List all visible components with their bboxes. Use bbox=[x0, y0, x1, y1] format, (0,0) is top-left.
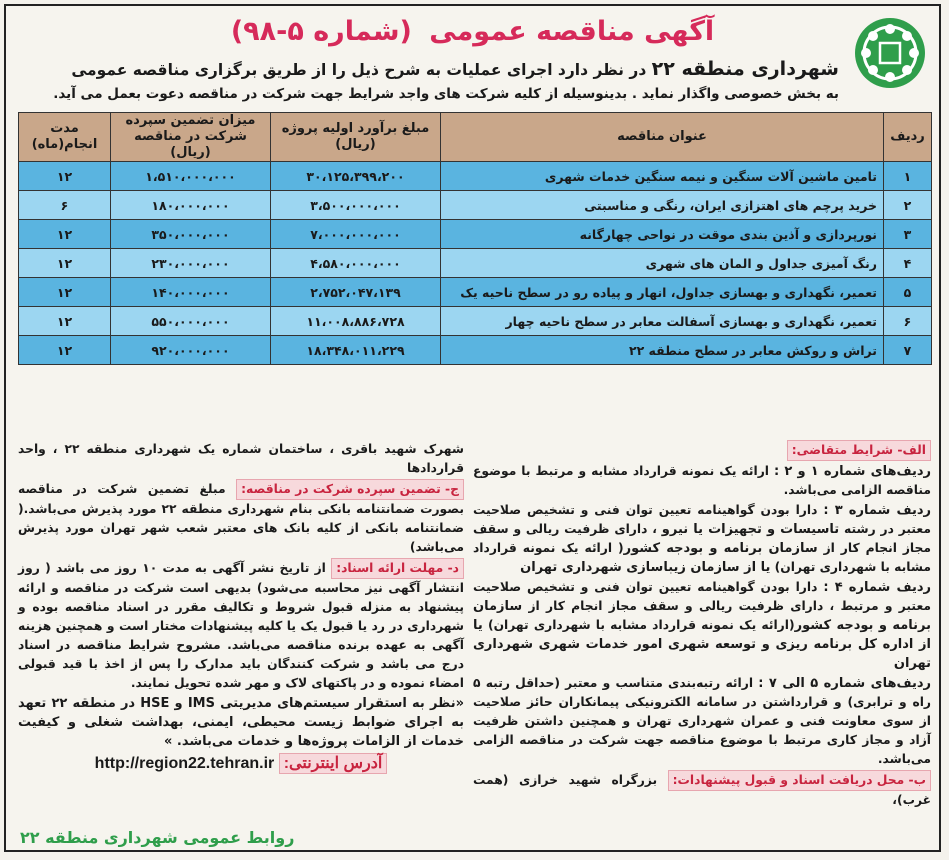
row-deposit: ۵۵۰،۰۰۰،۰۰۰ bbox=[111, 307, 271, 336]
row-estimate: ۳۰،۱۲۵،۳۹۹،۲۰۰ bbox=[271, 162, 441, 191]
section-b-text: بزرگراه شهید خرازی (همت غرب)، bbox=[473, 773, 931, 807]
table-row bbox=[19, 162, 932, 191]
row-title: رنگ آمیزی جداول و المان های شهری bbox=[441, 249, 884, 278]
row-index: ۴ bbox=[884, 249, 932, 278]
row-1-2-conditions bbox=[473, 462, 931, 500]
row-deposit: ۳۵۰،۰۰۰،۰۰۰ bbox=[111, 220, 271, 249]
r3-label: ردیف شماره ۳ : bbox=[823, 503, 932, 518]
r4-bold-2: یا از اداره کل برنامه ریزی و توسعه شهری امور خدمات شهری شهرداری تهران bbox=[473, 618, 931, 671]
right-column bbox=[473, 440, 931, 805]
r12-text: ارائه یک نمونه قرارداد مشابه و مرتبط با موضوع مناقصه الزامی می‌باشد. bbox=[473, 464, 931, 497]
intro-line-2: به بخش خصوصی واگذار نماید . بدینوسیله از کلیه شرکت های واجد شرایط جهت شرکت در مناقصه دعوت بعمل می آید. bbox=[53, 86, 839, 102]
row-index: ۵ bbox=[884, 278, 932, 307]
r4-text: دارا بودن گواهینامه تعیین توان فنی و تشخیص صلاحیت معتبر و مرتبط ، دارای ظرفیت ریالی و سقف مجاز انجام کار از bbox=[473, 580, 931, 613]
intro-main: شهرداری منطقه ۲۲ bbox=[651, 58, 839, 80]
notice-sheet bbox=[4, 4, 941, 852]
row-title: تعمیر، نگهداری و بهسازی آسفالت معابر در سطح ناحیه چهار bbox=[441, 307, 884, 336]
r57-label: ردیف‌های شماره ۵ الی ۷ : bbox=[758, 676, 931, 691]
row-title: تراش و روکش معابر در سطح منطقه ۲۲ bbox=[441, 336, 884, 365]
row-deposit: ۱،۵۱۰،۰۰۰،۰۰۰ bbox=[111, 162, 271, 191]
col-header-duration: مدت انجام(ماه) bbox=[19, 113, 111, 162]
table-row bbox=[19, 191, 932, 220]
row-title: تعمیر، نگهداری و بهسازی جداول، انهار و پیاده رو در سطح ناحیه یک bbox=[441, 278, 884, 307]
row-deposit: ۹۲۰،۰۰۰،۰۰۰ bbox=[111, 336, 271, 365]
row-deposit: ۱۸۰،۰۰۰،۰۰۰ bbox=[111, 191, 271, 220]
public-relations-footer: روابط عمومی شهرداری منطقه ۲۲ bbox=[20, 828, 295, 847]
intro-rest: در نظر دارد اجرای عملیات به شرح ذیل را از طریق برگزاری مناقصه عمومی bbox=[71, 61, 652, 79]
row-months: ۱۲ bbox=[19, 307, 111, 336]
website-line bbox=[18, 753, 464, 774]
row-months: ۱۲ bbox=[19, 249, 111, 278]
table-row bbox=[19, 307, 932, 336]
col-header-estimate: مبلغ برآورد اولیه پروژه (ریال) bbox=[271, 113, 441, 162]
col-header-deposit: میزان تضمین سپرده شرکت در مناقصه (ریال) bbox=[111, 113, 271, 162]
conditions-columns bbox=[18, 440, 931, 805]
row-index: ۳ bbox=[884, 220, 932, 249]
row-estimate: ۴،۵۸۰،۰۰۰،۰۰۰ bbox=[271, 249, 441, 278]
row-months: ۱۲ bbox=[19, 220, 111, 249]
r3-text-3: ( ارائه یک نمونه قرارداد مشابه با شهرداری تهران) bbox=[473, 541, 931, 574]
tenders-table bbox=[18, 112, 932, 365]
row-5-7-conditions bbox=[473, 674, 931, 769]
notice-number: (شماره ۵-۹۸) bbox=[230, 16, 412, 47]
section-c-heading: ج- تضمین سپرده شرکت در مناقصه: bbox=[236, 479, 464, 500]
row-months: ۱۲ bbox=[19, 278, 111, 307]
section-b bbox=[473, 770, 931, 810]
row-title: خرید پرچم های اهتزازی ایران، رنگی و مناسبتی bbox=[441, 191, 884, 220]
r4-bold-1: سازمان برنامه و بودجه کشور bbox=[473, 599, 931, 633]
col-header-index: ردیف bbox=[884, 113, 932, 162]
row-months: ۱۲ bbox=[19, 162, 111, 191]
table-row bbox=[19, 278, 932, 307]
address-continued: شهرک شهید باقری ، ساختمان شماره یک شهرداری منطقه ۲۲ ، واحد قراردادها bbox=[18, 442, 465, 475]
r3-text-2: ، دارای ظرفیت ریالی و سقف مجاز انجام کار از bbox=[473, 522, 932, 555]
section-c-text: مبلغ تضمین شرکت در مناقصه بصورت ضمانتنامه بانکی بنام شهرداری منطقه ۲۲ مورد پذیرش می‌باشد.( ضمانتنامه بانکی از کلیه بانک های معتبر شعب شهر تهران مورد پذیرش می‌باشد) bbox=[18, 482, 464, 554]
section-d bbox=[18, 558, 464, 693]
r3-text: دارا بودن گواهینامه تعیین توان فنی و تشخیص صلاحیت معتبر در رشته bbox=[473, 503, 931, 536]
row-index: ۷ bbox=[884, 336, 932, 365]
col-header-title: عنوان مناقصه bbox=[441, 113, 884, 162]
row-title: تامین ماشین آلات سنگین و نیمه سنگین خدمات شهری bbox=[441, 162, 884, 191]
row-index: ۱ bbox=[884, 162, 932, 191]
row-deposit: ۱۴۰،۰۰۰،۰۰۰ bbox=[111, 278, 271, 307]
row-months: ۱۲ bbox=[19, 336, 111, 365]
section-d-heading: د- مهلت ارائه اسناد: bbox=[331, 558, 464, 579]
website-label: آدرس اینترنتی: bbox=[279, 753, 388, 774]
hse-note: «نظر به استقرار سیستم‌های مدیریتی IMS و HSE در منطقه ۲۲ تعهد به اجرای ضوابط زیست محیطی، ایمنی، بهداشت شغلی و کیفیت خدمات از الزامات پروژه‌ها و خدمات می‌باشد. » bbox=[18, 696, 464, 749]
r3-bold-2: سازمان برنامه و بودجه کشور bbox=[623, 541, 818, 556]
r4-label: ردیف شماره ۴ : bbox=[823, 580, 932, 595]
row-3-conditions bbox=[473, 501, 931, 577]
r12-label: ردیف‌های شماره ۱ و ۲ : bbox=[773, 464, 931, 479]
notice-title bbox=[6, 16, 939, 47]
intro-line-1 bbox=[26, 58, 839, 80]
r3-bold-1: تاسیسات و تجهیزات یا نیرو bbox=[661, 522, 840, 537]
table-row bbox=[19, 249, 932, 278]
row-estimate: ۷،۰۰۰،۰۰۰،۰۰۰ bbox=[271, 220, 441, 249]
row-title: نورپردازی و آذین بندی موقت در نواحی چهارگانه bbox=[441, 220, 884, 249]
table-header-row bbox=[19, 113, 932, 162]
website-url[interactable]: http://region22.tehran.ir bbox=[94, 755, 275, 772]
row-months: ۶ bbox=[19, 191, 111, 220]
row-index: ۲ bbox=[884, 191, 932, 220]
row-estimate: ۱۱،۰۰۸،۸۸۶،۷۲۸ bbox=[271, 307, 441, 336]
row-estimate: ۳،۵۰۰،۰۰۰،۰۰۰ bbox=[271, 191, 441, 220]
r57-text: ارائه رتبه‌بندی متناسب و معتبر (حداقل رتبه ۵ راه و ترابری) و قرارداشتن در سامانه الکترونیکی پیمانکاران حائز صلاحیت از سوی معاونت فنی و عمران شهرداری تهران و همچنین داشتن ظرفیت آزاد و مجاز کاری مرتبط با موضوع مناقصه جهت شرکت در مناقصه الزامی می‌باشد. bbox=[473, 676, 931, 766]
row-4-conditions bbox=[473, 578, 931, 673]
title-text: آگهی مناقصه عمومی bbox=[429, 16, 715, 47]
section-d-text: از تاریخ نشر آگهی به مدت ۱۰ روز می باشد ( روز انتشار آگهی نیز محاسبه می‌شود) بدیهی است شرکت در مناقصه و ارائه پیشنهاد به منزله قبول شروط و تکالیف مقرر در اسناد مناقصه بوده و شهرداری در رد یا قبول یک یا کلیه پیشنهادات مختار است و همچنین هزینه آگهی به عهده برنده مناقصه می‌باشد. مشروح شرایط مناقصه در اسناد درج می باشد و شرکت کنندگان باید مدارک را پس از اخذ با قید قبولی امضاء نموده و در پاکتهای لاک و مهر شده تحویل نمایند. bbox=[18, 561, 464, 690]
r4-text-2: (ارائه یک نمونه قرارداد مشابه با شهرداری تهران) bbox=[482, 618, 795, 632]
section-c bbox=[18, 479, 464, 557]
row-estimate: ۱۸،۳۴۸،۰۱۱،۲۲۹ bbox=[271, 336, 441, 365]
section-b-heading: ب- محل دریافت اسناد و قبول پیشنهادات: bbox=[668, 770, 931, 791]
section-a-heading: الف- شرایط متقاضی: bbox=[787, 440, 931, 461]
row-index: ۶ bbox=[884, 307, 932, 336]
r3-bold-3: یا از سازمان زیباسازی شهرداری تهران bbox=[520, 560, 771, 575]
table-row bbox=[19, 336, 932, 365]
table-row bbox=[19, 220, 932, 249]
row-deposit: ۲۳۰،۰۰۰،۰۰۰ bbox=[111, 249, 271, 278]
row-estimate: ۲،۷۵۲،۰۴۷،۱۳۹ bbox=[271, 278, 441, 307]
left-column bbox=[18, 440, 464, 805]
